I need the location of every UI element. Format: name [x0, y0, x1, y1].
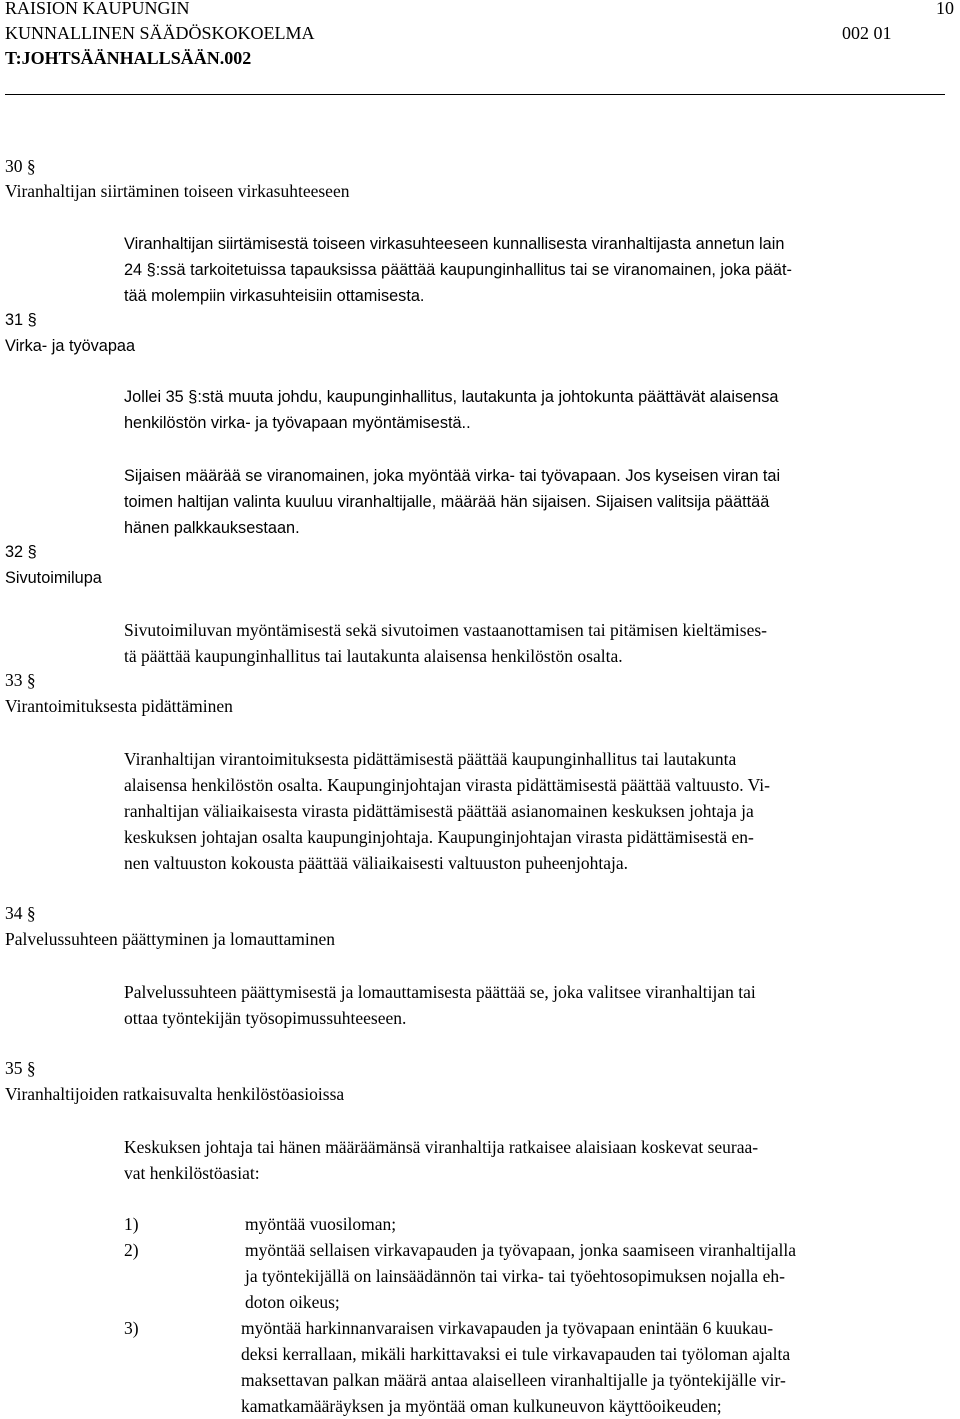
- list-item-3-line-3: maksettavan palkan määrä antaa alaiselleen viranhaltijalle ja työntekijälle vir-: [241, 1370, 786, 1390]
- section-33-line-4: keskuksen johtajan osalta kaupunginjohtaja. Kaupunginjohtajan virasta pidättämisestä en-: [124, 827, 754, 847]
- section-31-line-5: hänen palkkauksestaan.: [124, 519, 300, 537]
- section-32-number: 32 §: [5, 543, 37, 561]
- section-33-line-2: alaisensa henkilöstön osalta. Kaupunginjohtajan virasta pidättämisestä päättää valtuusto. Vi-: [124, 775, 770, 795]
- page-number: 10: [936, 0, 954, 18]
- section-31-line-3: Sijaisen määrää se viranomainen, joka myöntää virka- tai työvapaan. Jos kyseisen viran tai: [124, 467, 781, 485]
- list-item-1-line-1: myöntää vuosiloman;: [245, 1214, 397, 1234]
- header-line-1: RAISION KAUPUNGIN: [5, 0, 190, 18]
- section-33-title: Virantoimituksesta pidättäminen: [5, 696, 233, 716]
- list-item-3-line-2: deksi kerrallaan, mikäli harkittavaksi ei tule virkavapauden tai työloman ajalta: [241, 1344, 791, 1364]
- list-item-3-line-1: myöntää harkinnanvaraisen virkavapauden ja työvapaan enintään 6 kuukau-: [241, 1318, 774, 1338]
- list-item-2-line-1: myöntää sellaisen virkavapauden ja työvapaan, jonka saamiseen viranhaltijalla: [245, 1240, 797, 1260]
- section-32-title: Sivutoimilupa: [5, 569, 102, 587]
- section-30-line-3: tää molempiin virkasuhteisiin ottamisesta.: [124, 287, 425, 305]
- list-item-2-line-2: ja työntekijällä on lainsäädännön tai virka- tai työehtosopimuksen nojalla eh-: [245, 1266, 785, 1286]
- header-divider: [5, 94, 945, 95]
- section-35-number: 35 §: [5, 1058, 36, 1078]
- section-35-line-2: vat henkilöstöasiat:: [124, 1163, 260, 1183]
- list-item-3-line-4: kamatkamääräyksen ja myöntää oman kulkuneuvon käyttöoikeuden;: [241, 1396, 722, 1416]
- section-35-title: Viranhaltijoiden ratkaisuvalta henkilöstöasioissa: [5, 1084, 345, 1104]
- header-line-2: KUNNALLINEN SÄÄDÖSKOKOELMA: [5, 23, 315, 43]
- section-33-line-1: Viranhaltijan virantoimituksesta pidättämisestä päättää kaupunginhallitus tai lautakunta: [124, 749, 737, 769]
- section-31-line-4: toimen haltijan valinta kuuluu viranhaltijalle, määrää hän sijaisen. Sijaisen valitsija päättää: [124, 493, 770, 511]
- section-30-line-2: 24 §:ssä tarkoitetuissa tapauksissa päättää kaupunginhallitus tai se viranomainen, joka päät-: [124, 261, 792, 279]
- section-34-number: 34 §: [5, 903, 36, 923]
- section-31-line-2: henkilöstön virka- ja työvapaan myöntämisestä..: [124, 414, 471, 432]
- document-code: 002 01: [842, 23, 892, 43]
- list-item-1-number: 1): [124, 1214, 139, 1234]
- section-33-number: 33 §: [5, 670, 36, 690]
- section-31-line-1: Jollei 35 §:stä muuta johdu, kaupunginhallitus, lautakunta ja johtokunta päättävät alaisensa: [124, 388, 779, 406]
- list-item-3-number: 3): [124, 1318, 139, 1338]
- section-30-title: Viranhaltijan siirtäminen toiseen virkasuhteeseen: [5, 181, 350, 201]
- section-33-line-3: ranhaltijan väliaikaisesta virasta pidättämisestä päättää asianomainen keskuksen johtaja ja: [124, 801, 754, 821]
- section-34-line-2: ottaa työntekijän työsopimussuhteeseen.: [124, 1008, 407, 1028]
- section-31-number: 31 §: [5, 311, 37, 329]
- list-item-2-line-3: doton oikeus;: [245, 1292, 340, 1312]
- section-32-line-1: Sivutoimiluvan myöntämisestä sekä sivutoimen vastaanottamisen tai pitämisen kieltämises-: [124, 620, 768, 640]
- section-32-line-2: tä päättää kaupunginhallitus tai lautakunta alaisensa henkilöstön osalta.: [124, 646, 623, 666]
- header-line-3: T:JOHTSÄÄNHALLSÄÄN.002: [5, 48, 252, 68]
- section-30-number: 30 §: [5, 156, 36, 176]
- section-34-line-1: Palvelussuhteen päättymisestä ja lomauttamisesta päättää se, joka valitsee viranhaltijan tai: [124, 982, 756, 1002]
- list-item-2-number: 2): [124, 1240, 139, 1260]
- section-30-line-1: Viranhaltijan siirtämisestä toiseen virkasuhteeseen kunnallisesta viranhaltijasta annetun lain: [124, 235, 785, 253]
- section-34-title: Palvelussuhteen päättyminen ja lomauttaminen: [5, 929, 335, 949]
- section-33-line-5: nen valtuuston kokousta päättää väliaikaisesti valtuuston puheenjohtaja.: [124, 853, 628, 873]
- section-31-title: Virka- ja työvapaa: [5, 337, 136, 355]
- section-35-line-1: Keskuksen johtaja tai hänen määräämänsä viranhaltija ratkaisee alaisiaan koskevat seuraa-: [124, 1137, 759, 1157]
